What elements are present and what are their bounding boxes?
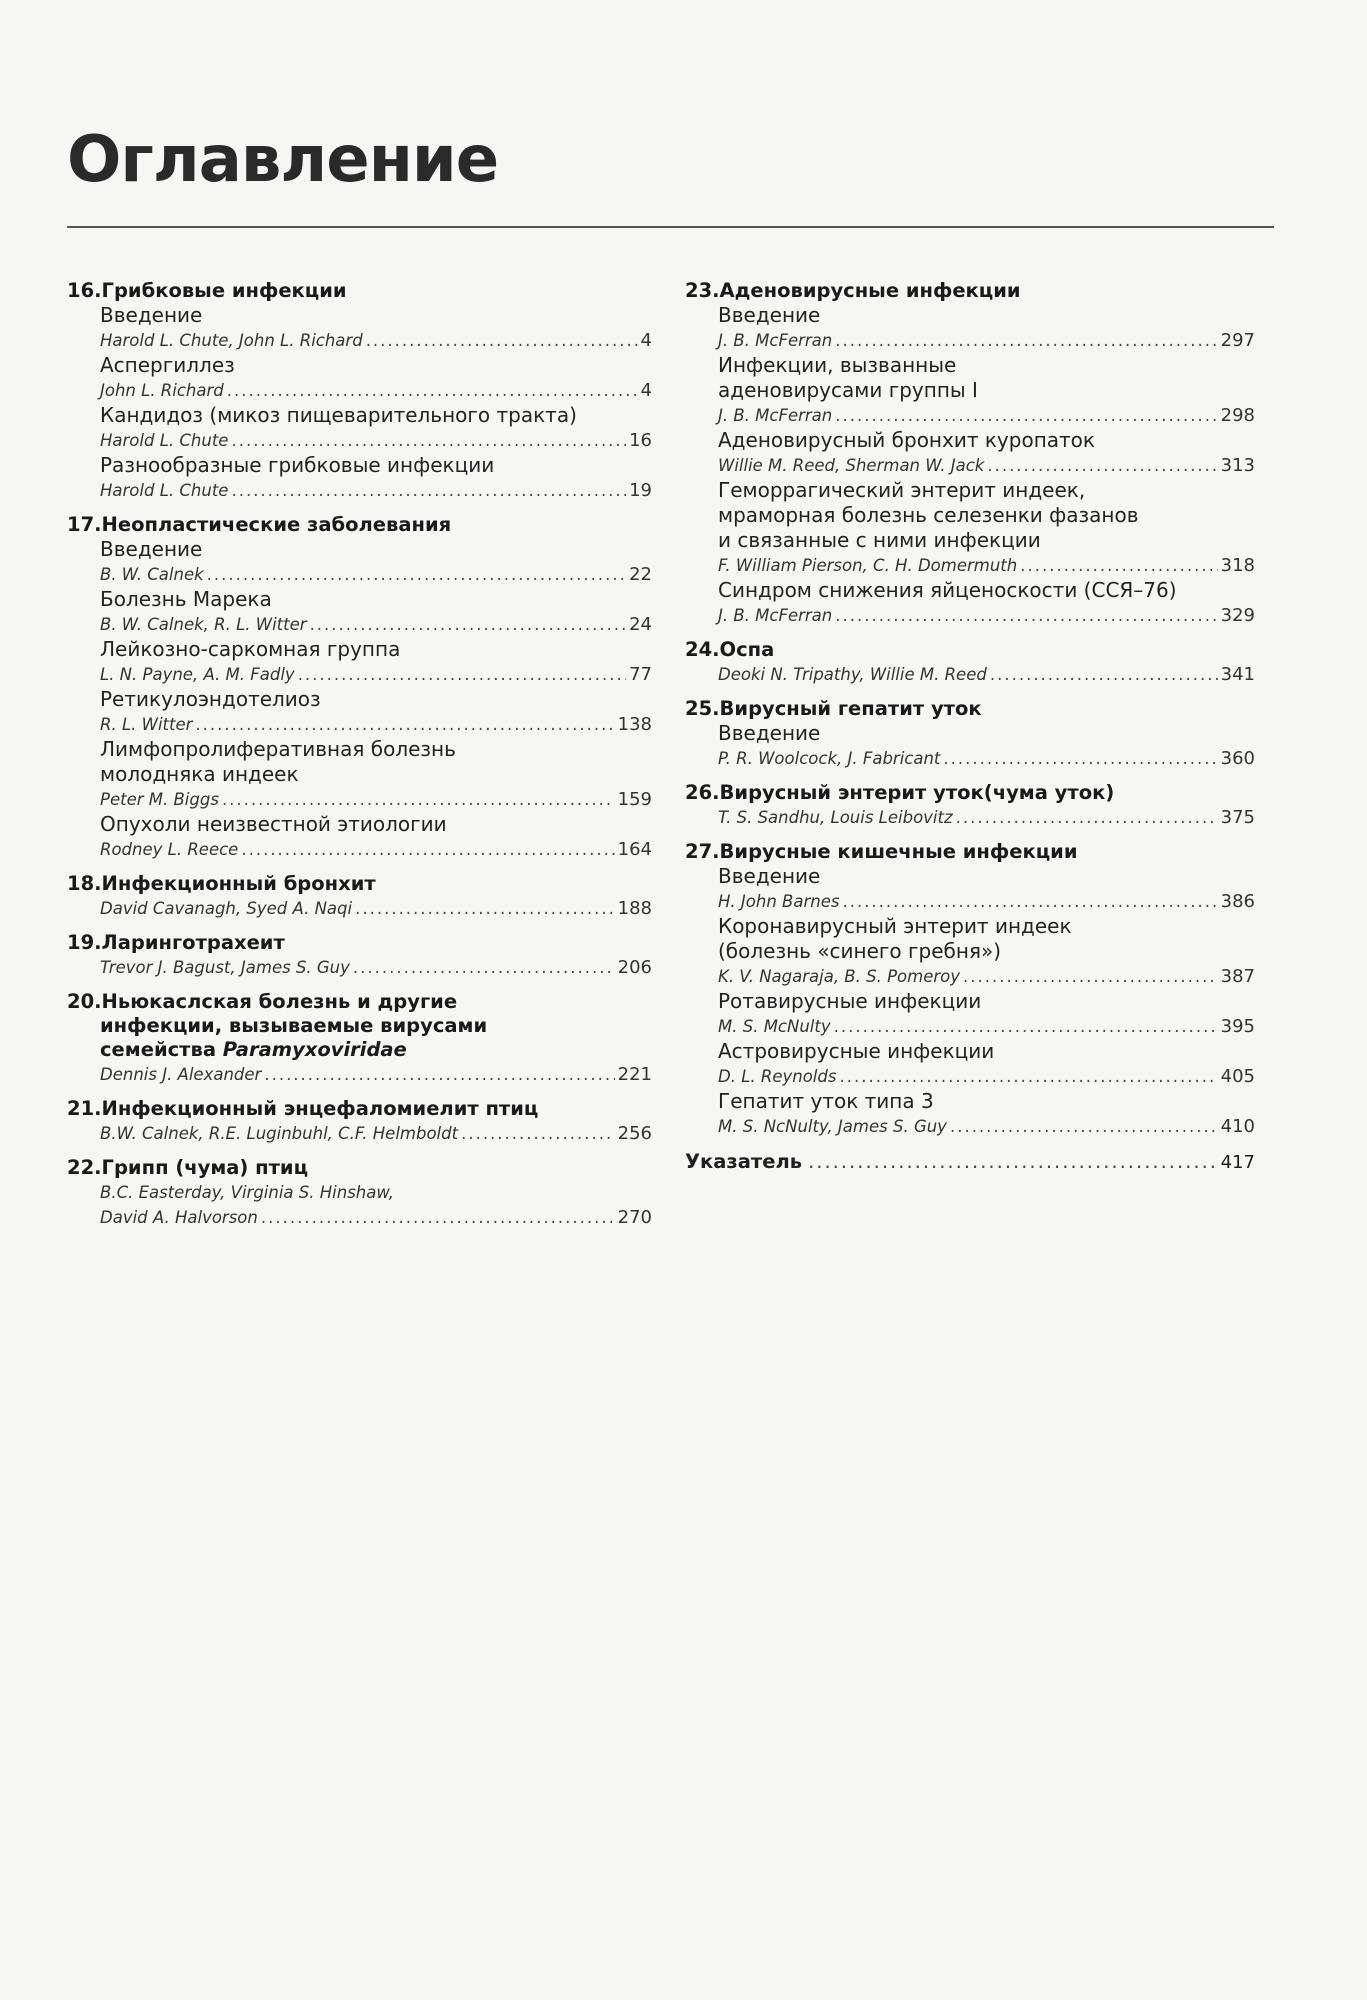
toc-chapter — [67, 1097, 652, 1146]
author-name: T. S. Sandhu, Louis Leibovitz — [718, 808, 953, 827]
section-author-row[interactable] — [718, 403, 1255, 428]
section-title[interactable]: Аспергиллез — [100, 353, 235, 377]
dot-leader — [355, 896, 615, 921]
toc-chapter — [67, 513, 652, 862]
dot-leader — [366, 328, 638, 353]
page-number: 387 — [1220, 966, 1255, 987]
section-author-row[interactable] — [100, 896, 652, 921]
toc-chapter — [685, 781, 1255, 830]
chapter-title: Ньюкаслская болезнь и другие — [101, 990, 458, 1013]
section-author-row[interactable] — [100, 428, 652, 453]
section-title[interactable]: (болезнь «синего гребня») — [718, 939, 1002, 963]
chapter-number: 18. — [67, 872, 102, 895]
page-number: 405 — [1220, 1066, 1255, 1087]
section-title[interactable]: мраморная болезнь селезенки фазанов — [718, 503, 1139, 527]
author-name: John L. Richard — [100, 381, 224, 400]
chapter-heading[interactable] — [685, 840, 1255, 864]
author-name: M. S. NcNulty, James S. Guy — [718, 1117, 947, 1136]
author-name: J. B. McFerran — [718, 606, 833, 625]
page-number: 341 — [1220, 664, 1255, 685]
toc-chapter — [67, 931, 652, 980]
chapter-sections — [67, 537, 652, 862]
section-author-row[interactable] — [100, 955, 652, 980]
chapter-sections — [67, 303, 652, 503]
chapter-number: 17. — [67, 513, 102, 536]
chapter-title: Неопластические заболевания — [101, 513, 452, 536]
section-title[interactable]: аденовирусами группы I — [718, 378, 978, 402]
section-author-row[interactable] — [718, 1114, 1255, 1139]
index-label: Указатель — [685, 1150, 803, 1173]
page-number: 395 — [1220, 1016, 1255, 1037]
chapter-sections — [67, 1180, 652, 1230]
dot-leader — [808, 1149, 1215, 1175]
chapter-number: 16. — [67, 279, 102, 302]
section-title[interactable]: Болезнь Марека — [100, 587, 272, 611]
dot-leader — [195, 712, 614, 737]
latin-name: Paramyxoviridae — [222, 1038, 407, 1061]
page-number: 297 — [1220, 330, 1255, 351]
toc-column-right — [685, 279, 1255, 1176]
author-name: J. B. McFerran — [718, 406, 833, 425]
chapter-title: Вирусные кишечные инфекции — [719, 840, 1078, 863]
dot-leader — [241, 837, 614, 862]
page-number: 188 — [617, 898, 652, 919]
page-number: 375 — [1220, 807, 1255, 828]
author-name: L. N. Payne, A. M. Fadly — [100, 665, 295, 684]
dot-leader — [353, 955, 615, 980]
section-author-row[interactable] — [718, 662, 1255, 687]
toc-chapter — [67, 990, 652, 1087]
author-name: K. V. Nagaraja, B. S. Pomeroy — [718, 967, 960, 986]
toc-chapter — [685, 697, 1255, 771]
page-number: 329 — [1220, 605, 1255, 626]
page-number: 313 — [1220, 455, 1255, 476]
section-title[interactable]: Введение — [718, 303, 821, 327]
chapter-heading[interactable] — [685, 781, 1255, 805]
dot-leader — [943, 746, 1217, 771]
section-title[interactable]: Астровирусные инфекции — [718, 1039, 995, 1063]
page-number: 19 — [629, 480, 652, 501]
page-number: 386 — [1220, 891, 1255, 912]
dot-leader — [835, 603, 1217, 628]
dot-leader — [207, 562, 626, 587]
chapter-heading[interactable] — [685, 697, 1255, 721]
chapter-number: 25. — [685, 697, 720, 720]
toc-chapter — [685, 279, 1255, 628]
chapter-number: 26. — [685, 781, 720, 804]
author-name: B.W. Calnek, R.E. Luginbuhl, C.F. Helmboldt — [100, 1124, 459, 1143]
chapter-heading[interactable] — [67, 990, 652, 1062]
author-name: H. John Barnes — [718, 892, 840, 911]
dot-leader — [842, 889, 1217, 914]
toc-chapter — [685, 840, 1255, 1139]
chapter-number: 21. — [67, 1097, 102, 1120]
chapter-number: 20. — [67, 990, 102, 1013]
author-name: Harold L. Chute — [100, 431, 229, 450]
chapter-heading[interactable] — [67, 872, 652, 896]
chapter-heading[interactable] — [685, 638, 1255, 662]
dot-leader — [231, 428, 626, 453]
author-name: M. S. McNulty — [718, 1017, 831, 1036]
page-number: 360 — [1220, 748, 1255, 769]
author-name: R. L. Witter — [100, 715, 193, 734]
author-name: Trevor J. Bagust, James S. Guy — [100, 958, 350, 977]
chapter-sections — [67, 1062, 652, 1087]
section-author-row[interactable] — [718, 889, 1255, 914]
section-author-row[interactable] — [100, 1062, 652, 1087]
section-author-row[interactable] — [100, 378, 652, 403]
toc-column-left — [67, 279, 652, 1240]
page-number: 410 — [1220, 1116, 1255, 1137]
section-author-row[interactable] — [100, 1205, 652, 1230]
section-author-row[interactable] — [100, 787, 652, 812]
chapter-sections — [685, 721, 1255, 771]
dot-leader — [963, 964, 1218, 989]
section-title[interactable]: Лимфопролиферативная болезнь — [100, 737, 456, 761]
page-number: 318 — [1220, 555, 1255, 576]
dot-leader — [264, 1062, 614, 1087]
page-title: Оглавление — [67, 123, 499, 197]
chapter-sections — [685, 805, 1255, 830]
toc-chapter — [685, 638, 1255, 687]
dot-leader — [834, 1014, 1218, 1039]
section-title[interactable]: Гепатит уток типа 3 — [718, 1089, 934, 1113]
dot-leader — [261, 1205, 615, 1230]
chapter-number: 23. — [685, 279, 720, 302]
dot-leader — [835, 328, 1217, 353]
page-number: 270 — [617, 1207, 652, 1228]
author-name: B.C. Easterday, Virginia S. Hinshaw, — [100, 1183, 395, 1202]
section-title[interactable]: Ретикулоэндотелиоз — [100, 687, 321, 711]
index-entry[interactable] — [685, 1149, 1255, 1176]
dot-leader — [461, 1121, 615, 1146]
page-number: 206 — [617, 957, 652, 978]
section-title[interactable]: Введение — [718, 721, 821, 745]
section-title[interactable]: Введение — [100, 537, 203, 561]
section-author-row[interactable] — [718, 603, 1255, 628]
dot-leader — [231, 478, 626, 503]
section-author-row[interactable] — [100, 562, 652, 587]
dot-leader — [227, 378, 638, 403]
author-name: D. L. Reynolds — [718, 1067, 837, 1086]
chapter-heading[interactable] — [67, 1097, 652, 1121]
author-name: Rodney L. Reece — [100, 840, 239, 859]
author-name: David A. Halvorson — [100, 1208, 258, 1227]
author-name: Deoki N. Tripathy, Willie M. Reed — [718, 665, 987, 684]
chapter-title: Ларинготрахеит — [101, 931, 285, 954]
section-author-row[interactable] — [100, 612, 652, 637]
dot-leader — [956, 805, 1218, 830]
page-number: 221 — [617, 1064, 652, 1085]
chapter-heading[interactable] — [67, 513, 652, 537]
author-name: P. R. Woolcock, J. Fabricant — [718, 749, 941, 768]
chapter-sections — [67, 1121, 652, 1146]
section-author-row[interactable] — [718, 964, 1255, 989]
toc-chapter — [67, 872, 652, 921]
chapter-heading[interactable] — [685, 279, 1255, 303]
chapter-sections — [685, 303, 1255, 628]
page-number: 164 — [617, 839, 652, 860]
section-title[interactable]: Введение — [100, 303, 203, 327]
chapter-title: Инфекционный бронхит — [101, 872, 376, 895]
chapter-heading[interactable] — [67, 279, 652, 303]
section-author-row[interactable] — [100, 1121, 652, 1146]
page-number: 24 — [629, 614, 652, 635]
page-number: 77 — [629, 664, 652, 685]
section-author-row[interactable] — [100, 712, 652, 737]
section-title[interactable]: Кандидоз (микоз пищеварительного тракта) — [100, 403, 577, 427]
section-title[interactable]: Геморрагический энтерит индеек, — [718, 478, 1086, 502]
chapter-number: 22. — [67, 1156, 102, 1179]
chapter-heading[interactable] — [67, 931, 652, 955]
dot-leader — [1020, 553, 1217, 578]
section-title[interactable]: Аденовирусный бронхит куропаток — [718, 428, 1095, 452]
section-author-row[interactable] — [718, 746, 1255, 771]
toc-chapter — [67, 279, 652, 503]
section-title[interactable]: Опухоли неизвестной этиологии — [100, 812, 447, 836]
page-number: 16 — [629, 430, 652, 451]
author-name: Willie M. Reed, Sherman W. Jack — [718, 456, 985, 475]
section-author-row[interactable] — [100, 662, 652, 687]
section-title[interactable]: Разнообразные грибковые инфекции — [100, 453, 495, 477]
section-title[interactable]: и связанные с ними инфекции — [718, 528, 1041, 552]
section-author-row[interactable] — [100, 478, 652, 503]
section-title[interactable]: Синдром снижения яйценоскости (ССЯ–76) — [718, 578, 1177, 602]
page-number: 22 — [629, 564, 652, 585]
chapter-sections — [67, 896, 652, 921]
page-number: 256 — [617, 1123, 652, 1144]
chapter-title: Вирусный энтерит уток(чума уток) — [719, 781, 1115, 804]
chapter-sections — [67, 955, 652, 980]
author-name: Peter M. Biggs — [100, 790, 219, 809]
chapter-title-line: семейства Paramyxoviridae — [100, 1038, 407, 1061]
author-name: Harold L. Chute, John L. Richard — [100, 331, 363, 350]
dot-leader — [310, 612, 627, 637]
section-author-row[interactable] — [718, 453, 1255, 478]
section-author-line — [100, 1180, 652, 1205]
dot-leader — [222, 787, 615, 812]
chapter-number: 19. — [67, 931, 102, 954]
section-title[interactable]: молодняка индеек — [100, 762, 299, 786]
chapter-title-line: инфекции, вызываемые вирусами — [100, 1014, 488, 1037]
chapter-sections — [685, 662, 1255, 687]
section-author-row[interactable] — [718, 1014, 1255, 1039]
chapter-title: Грипп (чума) птиц — [101, 1156, 309, 1179]
author-name: Harold L. Chute — [100, 481, 229, 500]
page-number: 4 — [640, 330, 652, 351]
title-divider — [67, 226, 1274, 228]
chapter-title: Оспа — [719, 638, 775, 661]
author-name: B. W. Calnek — [100, 565, 204, 584]
page-number: 417 — [1220, 1152, 1255, 1173]
dot-leader — [298, 662, 626, 687]
chapter-heading[interactable] — [67, 1156, 652, 1180]
section-title[interactable]: Инфекции, вызванные — [718, 353, 957, 377]
dot-leader — [835, 403, 1217, 428]
chapter-title: Инфекционный энцефаломиелит птиц — [101, 1097, 539, 1120]
section-author-row[interactable] — [718, 805, 1255, 830]
author-name: David Cavanagh, Syed A. Naqi — [100, 899, 353, 918]
chapter-number: 27. — [685, 840, 720, 863]
page-number: 298 — [1220, 405, 1255, 426]
page-number: 159 — [617, 789, 652, 810]
section-author-row[interactable] — [718, 1064, 1255, 1089]
section-author-row[interactable] — [718, 553, 1255, 578]
page-number: 4 — [640, 380, 652, 401]
chapter-title: Аденовирусные инфекции — [719, 279, 1021, 302]
dot-leader — [950, 1114, 1218, 1139]
author-name: B. W. Calnek, R. L. Witter — [100, 615, 307, 634]
chapter-title: Грибковые инфекции — [101, 279, 347, 302]
section-title[interactable]: Ротавирусные инфекции — [718, 989, 982, 1013]
author-name: Dennis J. Alexander — [100, 1065, 262, 1084]
chapter-number: 24. — [685, 638, 720, 661]
section-author-row[interactable] — [718, 328, 1255, 353]
author-name: J. B. McFerran — [718, 331, 833, 350]
toc-chapter — [67, 1156, 652, 1230]
chapter-sections — [685, 864, 1255, 1139]
section-title[interactable]: Коронавирусный энтерит индеек — [718, 914, 1072, 938]
dot-leader — [990, 662, 1218, 687]
section-author-row[interactable] — [100, 328, 652, 353]
dot-leader — [987, 453, 1217, 478]
dot-leader — [839, 1064, 1217, 1089]
page-number: 138 — [617, 714, 652, 735]
section-title[interactable]: Лейкозно-саркомная группа — [100, 637, 401, 661]
chapter-title: Вирусный гепатит уток — [719, 697, 982, 720]
author-name: F. William Pierson, C. H. Domermuth — [718, 556, 1018, 575]
section-title[interactable]: Введение — [718, 864, 821, 888]
section-author-row[interactable] — [100, 837, 652, 862]
